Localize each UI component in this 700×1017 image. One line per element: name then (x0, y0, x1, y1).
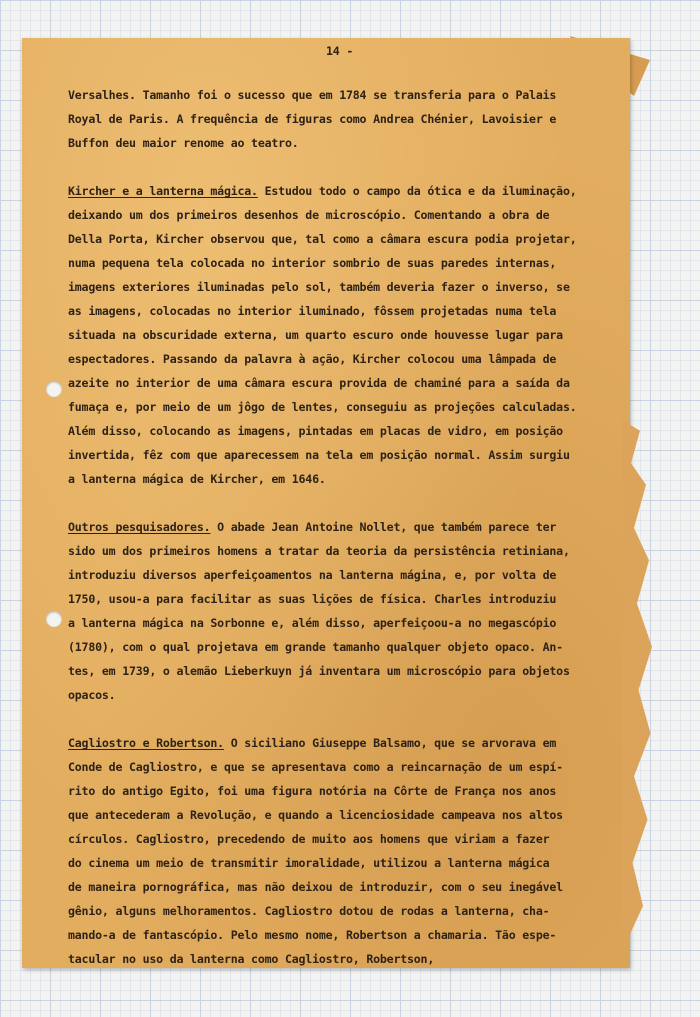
section-heading: Outros pesquisadores. (68, 520, 211, 534)
text-line: deixando um dos primeiros desenhos de microscópio. Comentando a obra de (68, 208, 550, 222)
text-line: sido um dos primeiros homens a tratar da teoria da persistência retiniana, (68, 544, 570, 558)
text-line: Della Porta, Kircher observou que, tal como a câmara escura podia projetar, (68, 232, 577, 246)
text-line: as imagens, colocadas no interior iluminado, fôssem projetadas numa tela (68, 304, 557, 318)
text-line: azeite no interior de uma câmara escura provida de chaminé para a saída da (68, 376, 570, 390)
paragraph-first-line (68, 736, 556, 750)
text-line: situada na obscuridade externa, um quarto escuro onde houvesse lugar para (68, 328, 563, 342)
punch-hole (46, 381, 62, 397)
text-line: Versalhes. Tamanho foi o sucesso que em 1784 se transferia para o Palais (68, 88, 557, 102)
paragraph-first-line (68, 520, 556, 534)
text-line: introduziu diversos aperfeiçoamentos na lanterna mágina, e, por volta de (68, 568, 557, 582)
torn-edge (622, 420, 652, 960)
text-line: espectadores. Passando da palavra à ação, Kircher colocou uma lâmpada de (68, 352, 557, 366)
text-line: a lanterna mágica de Kircher, em 1646. (68, 472, 326, 486)
text-line: círculos. Cagliostro, precedendo de muito aos homens que viriam a fazer (68, 832, 550, 846)
text-line: opacos. (68, 688, 116, 702)
page-number: 14 - (326, 44, 354, 58)
text-line: de maneira pornográfica, mas não deixou de introduzir, com o seu inegável (68, 880, 563, 894)
text-run: O abade Jean Antoine Nollet, que também parece ter (210, 520, 557, 534)
text-line: fumaça e, por meio de um jôgo de lentes, conseguiu as projeções calculadas. (68, 400, 577, 414)
section-heading: Cagliostro e Robertson. (68, 736, 224, 750)
text-line: do cinema um meio de transmitir imoralidade, utilizou a lanterna mágica (68, 856, 550, 870)
text-line: Buffon deu maior renome ao teatro. (68, 136, 299, 150)
paragraph-first-line (68, 184, 577, 198)
text-run: O siciliano Giuseppe Balsamo, que se arvorava em (223, 736, 557, 750)
text-line: invertida, fêz com que aparecessem na tela em posição normal. Assim surgiu (68, 448, 570, 462)
punch-hole (46, 611, 62, 627)
text-line: Royal de Paris. A frequência de figuras como Andrea Chénier, Lavoisier e (68, 112, 557, 126)
text-line: que antecederam a Revolução, e quando a licenciosidade campeava nos altos (68, 808, 563, 822)
text-run: Estudou todo o campo da ótica e da iluminação, (257, 184, 577, 198)
text-line: tacular no uso da lanterna como Cagliostro, Robertson, (68, 952, 435, 966)
text-line: Além disso, colocando as imagens, pintadas em placas de vidro, em posição (68, 424, 563, 438)
typewritten-page (22, 38, 630, 968)
text-line: numa pequena tela colocada no interior sombrio de suas paredes internas, (68, 256, 557, 270)
text-line: tes, em 1739, o alemão Lieberkuyn já inventara um microscópio para objetos (68, 664, 570, 678)
text-line: rito do antigo Egito, foi uma figura notória na Côrte de França nos anos (68, 784, 557, 798)
text-line: imagens exteriores iluminadas pelo sol, também deveria fazer o inverso, se (68, 280, 570, 294)
text-line: gênio, alguns melhoramentos. Cagliostro dotou de rodas a lanterna, cha- (68, 904, 550, 918)
text-line: Conde de Cagliostro, e que se apresentava como a reincarnação de um espí- (68, 760, 563, 774)
text-line: mando-a de fantascópio. Pelo mesmo nome, Robertson a chamaria. Tão espe- (68, 928, 557, 942)
text-line: a lanterna mágica na Sorbonne e, além disso, aperfeiçoou-a no megascópio (68, 616, 557, 630)
section-heading: Kircher e a lanterna mágica. (68, 184, 258, 198)
text-line: 1750, usou-a para facilitar as suas lições de física. Charles introduziu (68, 592, 557, 606)
text-line: (1780), com o qual projetava em grande tamanho qualquer objeto opaco. An- (68, 640, 563, 654)
